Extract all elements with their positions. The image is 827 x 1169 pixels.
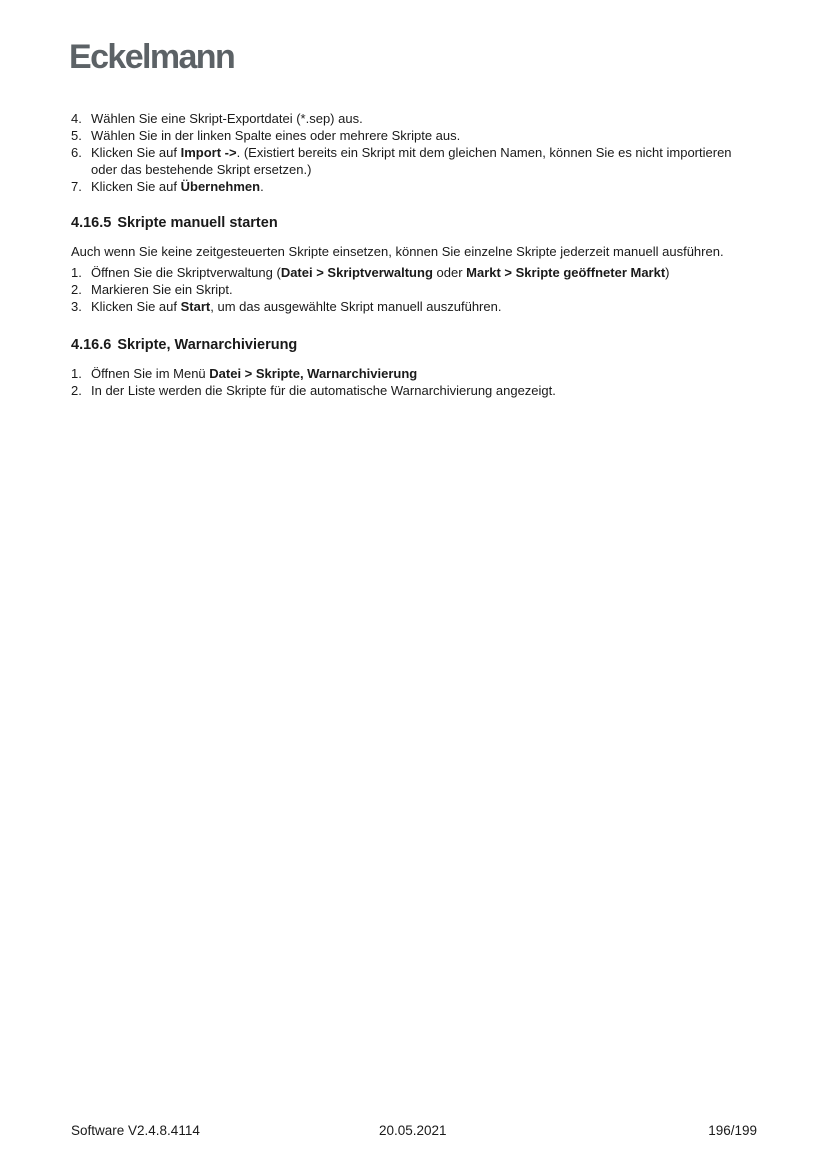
- list-item-text: In der Liste werden die Skripte für die automatische Warnarchivierung angezeigt.: [91, 383, 556, 398]
- page-number: 196/199: [708, 1123, 757, 1138]
- menu-path-label: Markt > Skripte geöffneter Markt: [466, 265, 666, 280]
- list-item-number: 1.: [71, 265, 82, 280]
- steps-list-manual-start: [71, 264, 761, 315]
- steps-list-continued: [71, 110, 761, 195]
- menu-path-label: Datei > Skriptverwaltung: [280, 265, 433, 280]
- list-item: [71, 382, 761, 399]
- list-item: [71, 281, 761, 298]
- list-item-number: 3.: [71, 299, 82, 314]
- software-version: Software V2.4.8.4114: [71, 1123, 200, 1138]
- section-intro: Auch wenn Sie keine zeitgesteuerten Skripte einsetzen, können Sie einzelne Skripte jederzeit manuell ausführen.: [71, 244, 724, 259]
- list-item-text: .: [260, 179, 264, 194]
- section-heading-manual-start: [71, 214, 761, 232]
- list-item-text: Öffnen Sie die Skriptverwaltung (: [91, 265, 281, 280]
- section-title: Skripte, Warnarchivierung: [117, 337, 298, 353]
- list-item-number: 2.: [71, 383, 82, 398]
- start-command-label: Start: [180, 299, 211, 314]
- list-item-number: 6.: [71, 145, 82, 160]
- apply-command-label: Übernehmen: [180, 179, 261, 194]
- list-item-text: Klicken Sie auf: [91, 145, 181, 160]
- section-number: 4.16.5: [71, 215, 112, 231]
- document-date: 20.05.2021: [379, 1123, 447, 1138]
- list-item: [71, 178, 761, 195]
- list-item: [71, 365, 761, 382]
- import-command-label: Import ->: [180, 145, 237, 160]
- section-heading-warning-archiving: [71, 336, 761, 354]
- list-item-number: 7.: [71, 179, 82, 194]
- list-item: [71, 127, 761, 144]
- list-item-text: , um das ausgewählte Skript manuell auszuführen.: [210, 299, 502, 314]
- section-title: Skripte manuell starten: [117, 215, 278, 231]
- company-logo: Eckelmann: [69, 38, 235, 76]
- list-item-text: Klicken Sie auf: [91, 179, 181, 194]
- list-item-number: 5.: [71, 128, 82, 143]
- section-number: 4.16.6: [71, 337, 112, 353]
- list-item: [71, 264, 761, 281]
- list-item-text: Wählen Sie in der linken Spalte eines oder mehrere Skripte aus.: [91, 128, 461, 143]
- list-item-text: Öffnen Sie im Menü: [91, 366, 210, 381]
- list-item: [71, 298, 761, 315]
- list-item-number: 4.: [71, 111, 82, 126]
- list-item: [71, 144, 761, 178]
- list-item: [71, 110, 761, 127]
- steps-list-warning-archiving: [71, 365, 761, 399]
- list-item-text: Markieren Sie ein Skript.: [91, 282, 233, 297]
- menu-path-label: Datei > Skripte, Warnarchivierung: [209, 366, 418, 381]
- list-item-text: Klicken Sie auf: [91, 299, 181, 314]
- list-item-text: . (Existiert bereits ein Skript mit dem gleichen Namen, können Sie es nicht importieren oder das bestehende Skript ersetzen.): [91, 145, 732, 177]
- list-item-text: oder: [432, 265, 467, 280]
- list-item-text: Wählen Sie eine Skript-Exportdatei (*.sep) aus.: [91, 111, 363, 126]
- list-item-number: 1.: [71, 366, 82, 381]
- list-item-text: ): [665, 265, 670, 280]
- page-content: [71, 110, 761, 399]
- list-item-number: 2.: [71, 282, 82, 297]
